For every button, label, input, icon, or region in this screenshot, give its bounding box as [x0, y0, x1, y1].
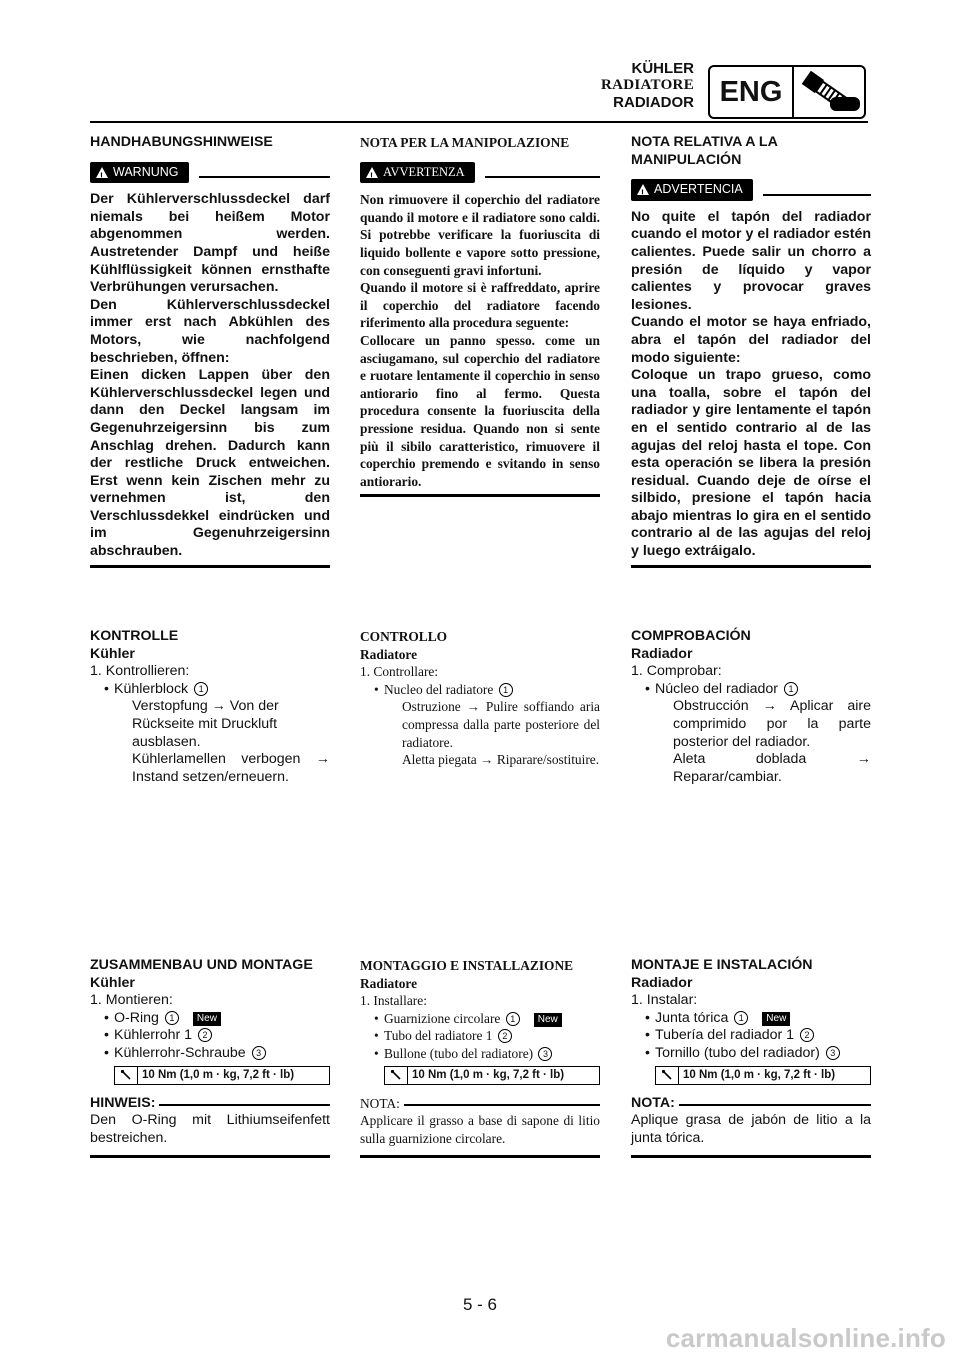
check-item: • Kühlerblock 1 — [90, 681, 330, 699]
warning-end-rule — [631, 565, 871, 568]
assembly-step: 1. Instalar: — [631, 992, 698, 1009]
check-detail: Aletta piegata → Riparare/sostituire. — [402, 752, 600, 768]
assembly-subheading: Radiatore — [360, 975, 418, 991]
check-block-es — [631, 628, 871, 786]
warning-badge: ! ADVERTENCIA — [631, 179, 753, 201]
check-subheading: Kühler — [90, 645, 135, 662]
warning-block-es — [631, 134, 871, 568]
watermark: carmanualsonline.info — [665, 1323, 946, 1353]
warning-block-it — [360, 134, 600, 497]
assembly-item: • Tubería del radiador 1 2 — [631, 1027, 871, 1045]
warning-heading: NOTA RELATIVA A LA MANIPULACIÓN — [631, 134, 778, 168]
assembly-heading: MONTAGGIO E INSTALLAZIONE — [360, 958, 574, 973]
check-block-de — [90, 628, 330, 786]
header-rule — [90, 121, 868, 123]
torque-wrench-icon — [385, 1067, 408, 1084]
new-part-badge: New — [762, 1012, 790, 1026]
new-part-badge: New — [193, 1012, 221, 1026]
title-de: KÜHLER — [631, 60, 694, 77]
torque-spec: 10 Nm (1,0 m · kg, 7,2 ft · lb) — [655, 1066, 871, 1085]
torque-spec: 10 Nm (1,0 m · kg, 7,2 ft · lb) — [114, 1066, 330, 1085]
assembly-item: • O-Ring 1 New — [90, 1010, 330, 1028]
check-heading: KONTROLLE — [90, 628, 179, 644]
check-detail: Ostruzione → Pulire soffiando aria compressa dalla parte posteriore del radiatore. — [402, 699, 600, 750]
note-header: HINWEIS: — [90, 1095, 330, 1113]
check-block-it — [360, 628, 600, 769]
note-end-rule — [631, 1155, 871, 1158]
assembly-item: • Guarnizione circolare 1 New — [360, 1010, 600, 1028]
assembly-block-de — [90, 957, 330, 1158]
assembly-step: 1. Montieren: — [90, 992, 173, 1009]
assembly-block-es — [631, 957, 871, 1158]
warning-text: Der Kühlerverschlussdeckel darf niemals bei heißem Motor abgenommen werden. Austretender Dampf und heiße Kühlflüssigkeit können ernsthafte Verbrühungen verursachen. Den Kühlerverschlussdeckel immer erst nach Abkühlen des Motors, wie nachfolgend beschrieben, öffnen: Einen dicken Lappen über den Kühlerverschlussdeckel legen und dann den Deckel langsam im Gegenuhrzeigersinn bis zum Anschlag drehen. Dadurch kann der restliche Druck entweichen. Erst wenn kein Zischen mehr zu vernehmen ist, den Verschlussdekkel eindrücken und im Gegenuhrzeigersinn abschrauben. — [90, 191, 330, 560]
assembly-item: • Tubo del radiatore 1 2 — [360, 1027, 600, 1045]
check-item: • Nucleo del radiatore 1 — [360, 681, 600, 699]
check-subheading: Radiatore — [360, 646, 418, 662]
warning-end-rule — [90, 565, 330, 568]
torque-spec: 10 Nm (1,0 m · kg, 7,2 ft · lb) — [384, 1066, 600, 1085]
check-detail: Obstrucción → Aplicar aire comprimido por la parte posterior del radiador. — [673, 698, 871, 750]
torque-wrench-icon — [656, 1067, 679, 1084]
note-header: NOTA: — [360, 1095, 600, 1113]
warning-text: No quite el tapón del radiador cuando el motor y el radiador estén calientes. Puede salir un chorro a presión de líquido y vapor calientes y provocar graves lesiones. Cuando el motor se haya enfriado, abra el tapón del radiador del modo siguiente: Coloque un trapo grueso, como una toalla, sobre el tapón del radiador y gire lentamente el tapón en el sentido contrario al de las agujas del reloj hasta el tope. Con esta operación se libera la presión residual. Cuando deje de oírse el silbido, presione el tapón hacia abajo mientras lo gira en el sentido contrario al de las agujas del reloj y luego extráigalo. — [631, 208, 871, 560]
assembly-heading: ZUSAMMENBAU UND MONTAGE — [90, 957, 313, 973]
check-heading: COMPROBACIÓN — [631, 628, 751, 644]
check-step: 1. Comprobar: — [631, 663, 722, 680]
assembly-item: • Kühlerrohr 1 2 — [90, 1027, 330, 1045]
page-number: 5 - 6 — [462, 1295, 498, 1314]
check-item: • Núcleo del radiador 1 — [631, 681, 871, 699]
note-end-rule — [360, 1155, 600, 1158]
check-detail: Kühlerlamellen verbogen → Instand setzen/erneuern. — [132, 751, 330, 785]
warning-triangle-icon — [637, 184, 649, 195]
assembly-heading: MONTAJE E INSTALACIÓN — [631, 957, 813, 973]
torque-wrench-icon — [115, 1067, 138, 1084]
title-it: RADIATORE — [601, 77, 694, 93]
assembly-item: • Kühlerrohr-Schraube 3 — [90, 1045, 330, 1063]
section-tab — [708, 65, 866, 119]
warning-block-de — [90, 134, 330, 568]
check-step: 1. Controllare: — [360, 664, 439, 680]
wrench-bolt-icon — [794, 67, 864, 117]
note-text: Den O-Ring mit Lithiumseifenfett bestreichen. — [90, 1112, 330, 1146]
assembly-subheading: Radiador — [631, 974, 693, 991]
note-end-rule — [90, 1155, 330, 1158]
assembly-block-it — [360, 957, 600, 1158]
note-text: Applicare il grasso a base di sapone di litio sulla guarnizione circolare. — [360, 1113, 600, 1146]
check-detail: Verstopfung → Von der Rückseite mit Druckluft ausblasen. — [132, 698, 279, 750]
assembly-item: • Tornillo (tubo del radiador) 3 — [631, 1045, 871, 1063]
check-detail: Aleta doblada → Reparar/cambiar. — [673, 751, 871, 785]
warning-badge: ! AVVERTENZA — [360, 162, 475, 184]
assembly-item: • Bullone (tubo del radiatore) 3 — [360, 1045, 600, 1063]
warning-triangle-icon — [96, 167, 108, 178]
warning-end-rule — [360, 494, 600, 497]
note-text: Aplique grasa de jabón de litio a la junta tórica. — [631, 1112, 871, 1146]
note-header: NOTA: — [631, 1095, 871, 1113]
page-header-titles — [601, 60, 694, 111]
title-es: RADIADOR — [613, 94, 694, 111]
warning-triangle-icon — [366, 167, 378, 178]
warning-heading: HANDHABUNGSHINWEISE — [90, 134, 273, 150]
check-subheading: Radiador — [631, 645, 693, 662]
section-label: ENG — [710, 67, 794, 117]
assembly-subheading: Kühler — [90, 974, 135, 991]
check-step: 1. Kontrollieren: — [90, 663, 190, 680]
assembly-item: • Junta tórica 1 New — [631, 1010, 871, 1028]
warning-badge: ! WARNUNG — [90, 162, 189, 184]
check-heading: CONTROLLO — [360, 629, 448, 644]
warning-heading: NOTA PER LA MANIPOLAZIONE — [360, 135, 570, 150]
warning-text: Non rimuovere il coperchio del radiatore quando il motore e il radiatore sono caldi. Si potrebbe verificare la fuoriuscita di liquido bollente e vapore sotto pressione, con conseguenti gravi infortuni. Quando il motore si è raffreddato, aprire il coperchio del radiatore facendo riferimento alla procedura seguente: Collocare un panno spesso. come un asciugamano, sul coperchio del radiatore e ruotare lentamente il coperchio in senso antiorario fino al fermo. Questa procedura consente la fuoriuscita della pressione residua. Quando non si sente più il sibilo caratteristico, rimuovere il coperchio premendo e svitando in senso antiorario. — [360, 192, 600, 489]
new-part-badge: New — [534, 1013, 562, 1027]
assembly-step: 1. Installare: — [360, 993, 427, 1009]
